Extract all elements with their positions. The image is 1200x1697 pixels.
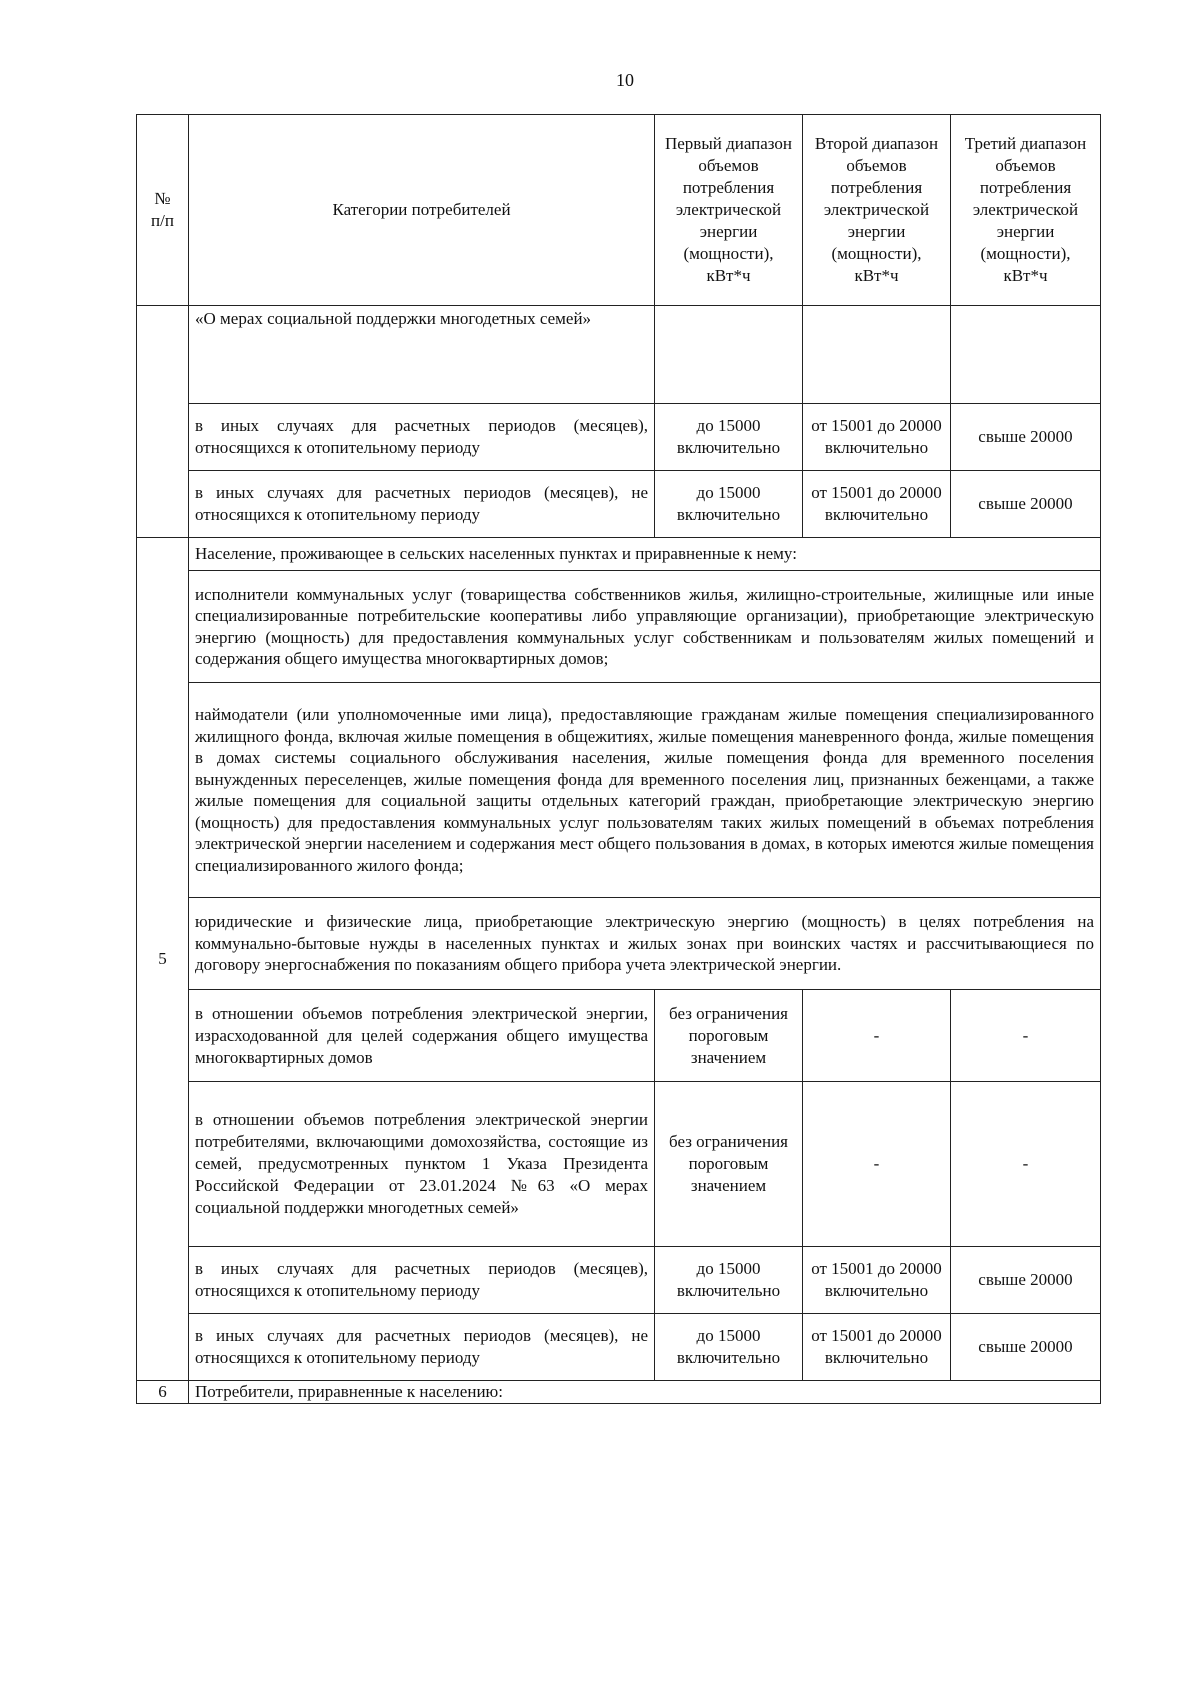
table-row xyxy=(137,404,1101,471)
category-cell: в иных случаях для расчетных периодов (месяцев), относящихся к отопительному периоду xyxy=(189,1247,655,1314)
range2-cell: - xyxy=(803,990,951,1082)
section5-paragraph-row xyxy=(137,683,1101,898)
range3-cell: свыше 20000 xyxy=(951,1314,1101,1381)
range2-cell: - xyxy=(803,1082,951,1247)
section5-paragraph-3: юридические и физические лица, приобретающие электрическую энергию (мощность) в целях потребления на коммунально-бытовые нужды в населенных пунктах и жилых зонах при воинских частях и рассчитывающиеся по договору энергоснабжения по показаниям общего прибора учета электрической энергии. xyxy=(189,898,1101,990)
table-row xyxy=(137,471,1101,538)
category-cell: в иных случаях для расчетных периодов (месяцев), относящихся к отопительному периоду xyxy=(189,404,655,471)
range3-cell: - xyxy=(951,1082,1101,1247)
range3-cell xyxy=(951,306,1101,404)
row-number-6: 6 xyxy=(137,1381,189,1404)
table-row xyxy=(137,1082,1101,1247)
table-row xyxy=(137,990,1101,1082)
header-range1: Первый диапазон объемов потребления электрической энергии (мощности), кВт*ч xyxy=(655,115,803,306)
range1-cell xyxy=(655,306,803,404)
range3-cell: свыше 20000 xyxy=(951,404,1101,471)
category-cell: в иных случаях для расчетных периодов (месяцев), не относящихся к отопительному периоду xyxy=(189,471,655,538)
row-number-empty xyxy=(137,306,189,538)
row-number-5: 5 xyxy=(137,538,189,1381)
section5-paragraph-row xyxy=(137,571,1101,683)
section5-paragraph-row xyxy=(137,898,1101,990)
range1-cell: без ограничения пороговым значением xyxy=(655,990,803,1082)
section5-paragraph-1: исполнители коммунальных услуг (товарищества собственников жилья, жилищно-строительные, жилищные или иные специализированные потребительские кооперативы либо управляющие организации), приобретающие электрическую энергию (мощность) для предоставления коммунальных услуг собственникам и пользователям жилых помещений и содержания общего имущества многоквартирных домов; xyxy=(189,571,1101,683)
header-range3: Третий диапазон объемов потребления электрической энергии (мощности), кВт*ч xyxy=(951,115,1101,306)
category-cell: в иных случаях для расчетных периодов (месяцев), не относящихся к отопительному периоду xyxy=(189,1314,655,1381)
table-row xyxy=(137,1314,1101,1381)
range2-cell: от 15001 до 20000 включительно xyxy=(803,471,951,538)
table-row xyxy=(137,306,1101,404)
range2-cell: от 15001 до 20000 включительно xyxy=(803,404,951,471)
category-cell: в отношении объемов потребления электрической энергии потребителями, включающими домохозяйства, состоящие из семей, предусмотренных пунктом 1 Указа Президента Российской Федерации от 23.01.2024 №63 «О мерах социальной поддержки многодетных семей» xyxy=(189,1082,655,1247)
section5-title-row xyxy=(137,538,1101,571)
header-num: № п/п xyxy=(137,115,189,306)
section5-title: Население, проживающее в сельских населенных пунктах и приравненные к нему: xyxy=(189,538,1101,571)
range3-cell: свыше 20000 xyxy=(951,1247,1101,1314)
range3-cell: - xyxy=(951,990,1101,1082)
range1-cell: без ограничения пороговым значением xyxy=(655,1082,803,1247)
range2-cell xyxy=(803,306,951,404)
range3-cell: свыше 20000 xyxy=(951,471,1101,538)
range1-cell: до 15000 включительно xyxy=(655,404,803,471)
tariff-table xyxy=(136,114,1101,1404)
range1-cell: до 15000 включительно xyxy=(655,471,803,538)
range1-cell: до 15000 включительно xyxy=(655,1314,803,1381)
section5-paragraph-2: наймодатели (или уполномоченные ими лица), предоставляющие гражданам жилые помещения специализированного жилищного фонда, включая жилые помещения в общежитиях, жилые помещения маневренного фонда, жилые помещения в домах системы социального обслуживания населения, жилые помещения фонда для временного поселения вынужденных переселенцев, жилые помещения фонда для временного поселения лиц, признанных беженцами, а также жилые помещения для социальной защиты отдельных категорий граждан, приобретающие электрическую энергию (мощность) для предоставления коммунальных услуг пользователям таких жилых помещений в объемах потребления электрической энергии населением и содержания мест общего пользования в домах, в которых имеются жилые помещения специализированного жилого фонда; xyxy=(189,683,1101,898)
range2-cell: от 15001 до 20000 включительно xyxy=(803,1247,951,1314)
category-cell: в отношении объемов потребления электрической энергии, израсходованной для целей содержания общего имущества многоквартирных домов xyxy=(189,990,655,1082)
header-range2: Второй диапазон объемов потребления электрической энергии (мощности), кВт*ч xyxy=(803,115,951,306)
section6-title-row xyxy=(137,1381,1101,1404)
section6-title: Потребители, приравненные к населению: xyxy=(189,1381,1101,1404)
table-row xyxy=(137,1247,1101,1314)
header-category: Категории потребителей xyxy=(189,115,655,306)
header-row xyxy=(137,115,1101,306)
category-cell: «О мерах социальной поддержки многодетных семей» xyxy=(189,306,655,404)
range1-cell: до 15000 включительно xyxy=(655,1247,803,1314)
page-number: 10 xyxy=(616,70,634,90)
range2-cell: от 15001 до 20000 включительно xyxy=(803,1314,951,1381)
